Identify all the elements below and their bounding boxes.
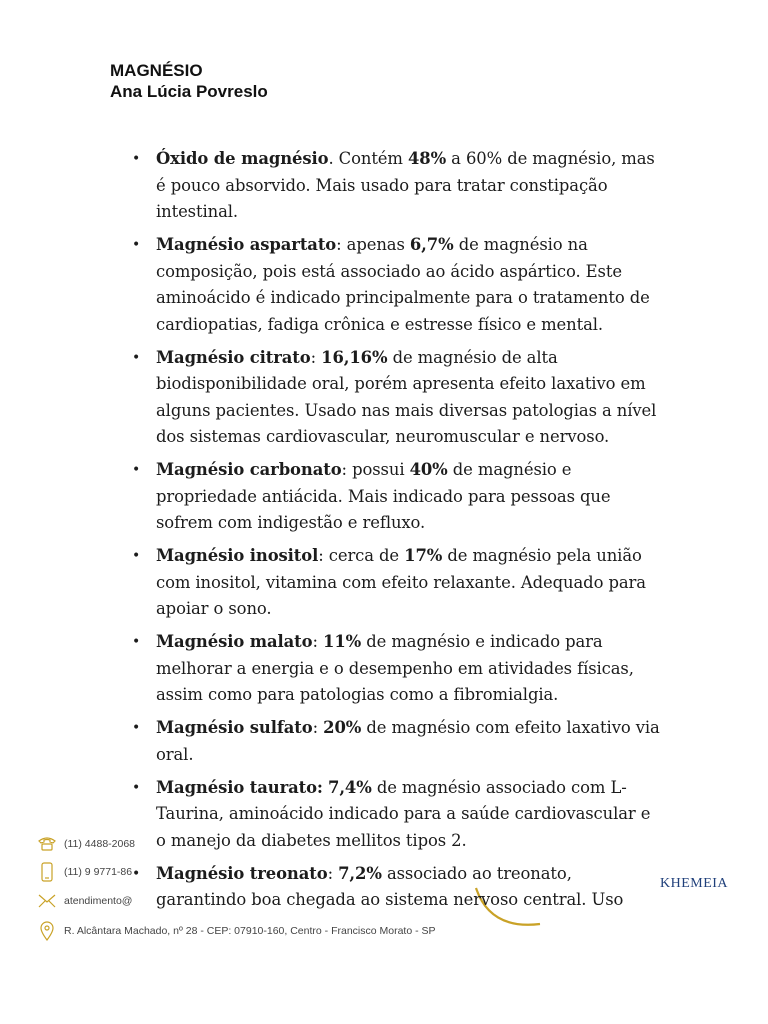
item-percentage: 40% <box>409 460 448 479</box>
item-description: de magnésio pela união com inositol, vitamina com efeito relaxante. Adequado para apoiar o sono. <box>156 546 646 618</box>
footer-phone-text: (11) 4488-2068 <box>64 838 136 850</box>
bullet-icon: • <box>132 237 141 253</box>
item-description: a 60% de magnésio, mas é pouco absorvido. Mais usado para tratar constipação intestinal. <box>156 149 655 221</box>
item-name: Magnésio taurato: <box>156 777 323 797</box>
bullet-icon: • <box>132 865 141 882</box>
list-item <box>130 146 660 226</box>
item-name: Magnésio treonato <box>156 863 328 883</box>
item-description: de magnésio na composição, pois está associado ao ácido aspártico. Este aminoácido é indicado principalmente para o tratamento de cardiopatias, fadiga crônica e estresse físico e mental. <box>156 235 650 334</box>
item-name: Óxido de magnésio <box>156 149 329 168</box>
footer-phone <box>36 834 135 854</box>
list-item <box>130 457 660 537</box>
footer-email <box>36 891 132 911</box>
item-separator: : <box>312 632 324 651</box>
item-description: de magnésio de alta biodisponibilidade oral, porém apresenta efeito laxativo em alguns pacientes. Usado nas mais diversas patologias a nível dos sistemas cardiovascular, neuromuscular e nervoso. <box>156 347 657 446</box>
item-name: Magnésio inositol <box>156 546 319 565</box>
item-description: de magnésio associado com L-Taurina, aminoácido indicado para a saúde cardiovascular e o manejo da diabetes mellitos tipos 2. <box>156 777 651 850</box>
item-description: de magnésio e indicado para melhorar a energia e o desempenho em atividades físicas, assim como para patologias como a fibromialgia. <box>156 632 634 704</box>
item-name: Magnésio carbonato <box>156 460 342 479</box>
item-percentage: 7,4% <box>328 777 372 797</box>
list-item <box>130 775 660 855</box>
footer-brand: KHEMEIA <box>660 876 729 891</box>
list-item <box>130 629 660 709</box>
item-separator: : possui <box>341 460 410 479</box>
item-name: Magnésio citrato <box>156 347 311 367</box>
item-description: de magnésio com efeito laxativo via oral. <box>156 718 660 764</box>
bullet-icon: • <box>132 349 141 366</box>
item-percentage: 11% <box>323 632 362 651</box>
location-pin-icon <box>36 921 58 941</box>
list-item <box>130 861 660 914</box>
item-description: de magnésio e propriedade antiácida. Mais indicado para pessoas que sofrem com indigestão e refluxo. <box>156 460 611 532</box>
item-name: Magnésio malato <box>156 632 313 651</box>
item-separator: : <box>310 347 322 367</box>
bullet-icon: • <box>132 779 141 796</box>
item-separator: : <box>327 863 339 883</box>
document-author: Ana Lúcia Povreslo <box>110 82 268 101</box>
item-description: associado ao treonato, garantindo boa chegada ao sistema nervoso central. Uso <box>156 863 624 909</box>
bullet-icon: • <box>132 720 141 736</box>
item-percentage: 48% <box>407 149 447 168</box>
item-percentage: 7,2% <box>338 863 382 883</box>
list-item <box>130 345 660 451</box>
item-percentage: 6,7% <box>409 235 454 254</box>
bullet-icon: • <box>132 548 141 564</box>
item-percentage: 20% <box>323 718 362 737</box>
footer-mobile-text: (11) 9 9771-86 <box>64 866 133 878</box>
bullet-icon: • <box>132 634 141 650</box>
envelope-icon <box>36 891 58 911</box>
item-percentage: 17% <box>404 546 443 565</box>
footer-mobile <box>36 862 132 882</box>
footer-address <box>36 921 436 941</box>
document-header <box>110 60 268 102</box>
magnesium-types-list <box>130 146 660 920</box>
item-name: Magnésio sulfato <box>156 718 313 737</box>
list-item <box>130 232 660 338</box>
item-separator: . Contém <box>328 149 408 168</box>
document-title: MAGNÉSIO <box>110 61 203 80</box>
footer-email-text: atendimento@ <box>64 895 133 907</box>
mobile-phone-icon <box>36 862 58 882</box>
item-separator: : <box>312 718 324 737</box>
list-item <box>130 543 660 623</box>
item-name: Magnésio aspartato <box>156 235 337 254</box>
footer-address-text: R. Alcântara Machado, nº 28 - CEP: 07910-160, Centro - Francisco Morato - SP <box>64 925 436 937</box>
list-item <box>130 715 660 768</box>
bullet-icon: • <box>132 151 141 167</box>
item-separator: : cerca de <box>318 546 405 565</box>
telephone-icon <box>36 834 58 854</box>
item-percentage: 16,16% <box>321 347 388 367</box>
item-separator: : apenas <box>336 235 410 254</box>
bullet-icon: • <box>132 462 141 478</box>
